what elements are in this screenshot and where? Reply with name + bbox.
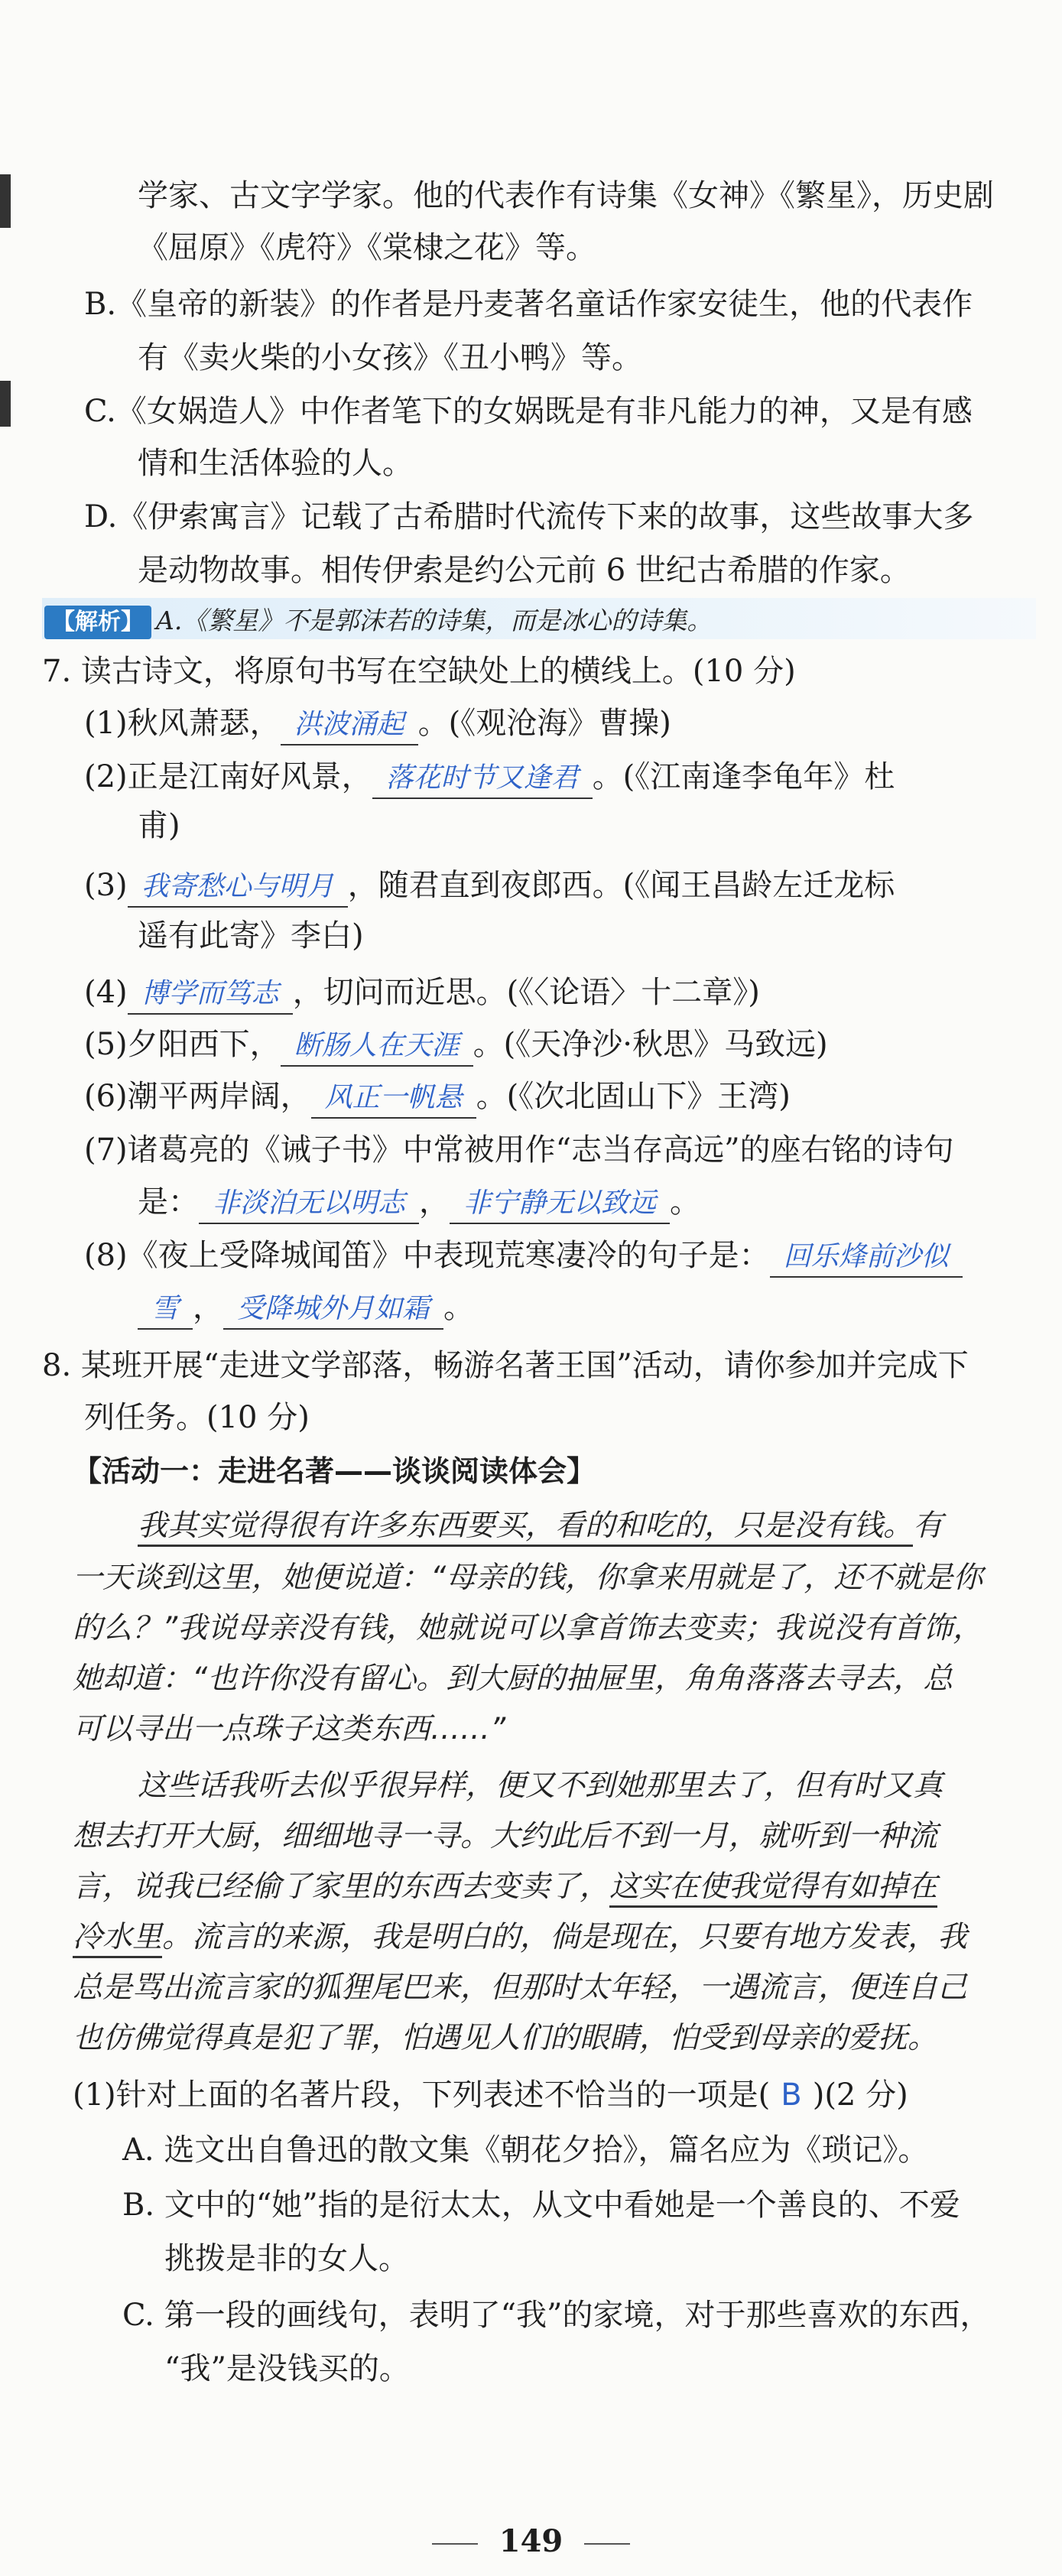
q7-item-2	[84, 755, 895, 799]
q7-item-3-cont: 遥有此寄》李白)	[138, 918, 364, 953]
q7-item-3	[84, 864, 895, 908]
q6-line: 学家、古文字学家。他的代表作有诗集《女神》《繁星》，历史剧	[138, 178, 994, 213]
passage-line	[73, 1866, 937, 1908]
binding-mark	[0, 174, 11, 228]
q7-text: 。	[670, 1184, 701, 1220]
q7-item-8	[84, 1234, 963, 1278]
q8-stem: 8. 某班开展“走进文学部落，畅游名著王国”活动，请你参加并完成下	[42, 1348, 969, 1383]
passage-line: 总是骂出流言家的狐狸尾巴来，但那时太年轻，一遇流言，便连自己	[73, 1970, 968, 2005]
q7-text: (1)秋风萧瑟，	[84, 706, 281, 741]
activity-heading: 【活动一：走进名著——谈谈阅读体会】	[73, 1454, 596, 1488]
passage-text: 。流言的来源，我是明白的，倘是现在，只要有地方发表，我	[162, 1920, 968, 1954]
q7-item-6	[84, 1075, 791, 1119]
analysis-tag: 【解析】	[44, 606, 151, 639]
handwritten-answer: 洪波涌起	[294, 709, 404, 740]
passage-line: 这些话我听去似乎很异样，便又不到她那里去了，但有时又真	[138, 1769, 943, 1803]
q7-item-2-cont: 甫)	[138, 808, 180, 843]
q6-line: 《屈原》《虎符》《棠棣之花》等。	[138, 230, 596, 265]
q7-text: 。(《天净沙·秋思》马致远)	[473, 1027, 828, 1062]
handwritten-answer: 非宁静无以致远	[463, 1187, 657, 1219]
page-number	[0, 2523, 1062, 2559]
q7-text: (3)	[84, 868, 128, 903]
handwritten-answer: 雪	[151, 1293, 180, 1324]
handwritten-choice[interactable]: B	[781, 2077, 802, 2113]
q7-text: ，随君直到夜郎西。(《闻王昌龄左迁龙标	[347, 868, 895, 903]
answer-blank[interactable]	[138, 1288, 193, 1330]
answer-blank[interactable]	[372, 758, 593, 799]
q8-option-b: 挑拨是非的女人。	[164, 2241, 409, 2276]
passage-line: 的么？”我说母亲没有钱，她就说可以拿首饰去变卖；我说没有首饰，	[73, 1611, 983, 1645]
q7-text: (4)	[84, 975, 128, 1010]
passage-line	[73, 1916, 967, 1959]
handwritten-answer: 落花时节又逢君	[385, 762, 579, 794]
answer-blank[interactable]	[770, 1236, 963, 1278]
q8-text: (1)针对上面的名著片段，下列表述不恰当的一项是(	[73, 2077, 771, 2113]
q7-item-8-cont	[138, 1286, 474, 1330]
q7-text: (2)正是江南好风景，	[84, 759, 372, 794]
passage-text: 有	[913, 1509, 943, 1543]
analysis	[44, 598, 712, 642]
answer-blank[interactable]	[281, 704, 418, 746]
answer-blank[interactable]	[311, 1077, 476, 1119]
binding-mark	[0, 381, 11, 427]
passage-line: 可以寻出一点珠子这类东西……”	[73, 1712, 506, 1746]
q8-option-a: A. 选文出自鲁迅的散文集《朝花夕拾》，篇名应为《琐记》。	[122, 2133, 929, 2168]
handwritten-answer: 非淡泊无以明志	[213, 1187, 406, 1219]
q7-text: ，切问而近思。(《〈论语〉十二章》)	[292, 975, 760, 1010]
q6-option-b: 有《卖火柴的小女孩》《丑小鸭》等。	[138, 340, 642, 375]
q8-text: )(2 分)	[812, 2077, 908, 2113]
q6-option-c: 情和生活体验的人。	[138, 446, 413, 481]
q7-item-7: (7)诸葛亮的《诫子书》中常被用作“志当存高远”的座右铭的诗句	[84, 1132, 954, 1168]
q7-item-7-cont	[138, 1181, 700, 1224]
q7-text: 。(《次北固山下》王湾)	[476, 1079, 791, 1114]
handwritten-answer: 我寄愁心与明月	[141, 871, 334, 902]
q7-text: (5)夕阳西下，	[84, 1027, 281, 1062]
underlined-sentence: 这实在使我觉得有如掉在	[609, 1869, 937, 1908]
q8-option-c: C. 第一段的画线句，表明了“我”的家境，对于那些喜欢的东西，	[122, 2298, 991, 2333]
q7-item-1	[84, 702, 671, 746]
q7-text: ，	[193, 1290, 224, 1325]
passage-line: 她却道：“也许你没有留心。到大厨的抽屉里，角角落落去寻去，总	[73, 1662, 953, 1696]
handwritten-answer: 博学而笃志	[141, 978, 279, 1009]
q7-text: 。(《江南逢李龟年》杜	[592, 759, 895, 794]
q6-option-d: D.《伊索寓言》记载了古希腊时代流传下来的故事，这些故事大多	[84, 499, 974, 534]
handwritten-answer: 风正一帆悬	[324, 1082, 463, 1113]
analysis-text: A.《繁星》不是郭沫若的诗集，而是冰心的诗集。	[156, 606, 713, 635]
q7-stem: 7. 读古诗文，将原句书写在空缺处上的横线上。(10 分)	[42, 654, 796, 689]
q7-text: ，	[419, 1184, 450, 1220]
passage-line: 一天谈到这里，她便说道：“母亲的钱，你拿来用就是了，还不就是你	[73, 1561, 983, 1595]
underlined-sentence: 冷水里	[73, 1920, 162, 1958]
q8-sub1	[73, 2074, 908, 2116]
q6-option-b: B.《皇帝的新装》的作者是丹麦著名童话作家安徒生，他的代表作	[84, 287, 973, 322]
passage-text: 言，说我已经偷了家里的东西去变卖了，	[73, 1869, 610, 1904]
handwritten-answer: 回乐烽前沙似	[783, 1241, 949, 1272]
handwritten-answer: 受降城外月如霜	[237, 1293, 430, 1324]
answer-blank[interactable]	[128, 866, 348, 908]
answer-blank[interactable]	[128, 973, 293, 1015]
q8-stem: 列任务。(10 分)	[84, 1400, 310, 1435]
answer-blank[interactable]	[281, 1025, 473, 1067]
q7-text: (6)潮平两岸阔，	[84, 1079, 311, 1114]
q6-option-d: 是动物故事。相传伊索是约公元前 6 世纪古希腊的作家。	[138, 553, 911, 588]
answer-blank[interactable]	[450, 1183, 670, 1224]
q6-option-c: C.《女娲造人》中作者笔下的女娲既是有非凡能力的神，又是有感	[84, 394, 973, 429]
q8-option-c: “我”是没钱买的。	[164, 2351, 410, 2386]
q8-option-b: B. 文中的“她”指的是衍太太，从文中看她是一个善良的、不爱	[122, 2188, 960, 2223]
q7-text: 是：	[138, 1184, 199, 1220]
passage-line: 想去打开大厨，细细地寻一寻。大约此后不到一月，就听到一种流	[73, 1819, 938, 1853]
q7-text: 。(《观沧海》曹操)	[417, 706, 671, 741]
page-number-dash	[584, 2543, 630, 2545]
passage-line: 也仿佛觉得真是犯了罪，怕遇见人们的眼睛，怕受到母亲的爱抚。	[73, 2021, 938, 2055]
handwritten-answer: 断肠人在天涯	[294, 1030, 460, 1061]
page-number-dash	[432, 2543, 478, 2545]
q7-text: 。	[443, 1290, 475, 1325]
q7-item-4	[84, 971, 760, 1015]
answer-blank[interactable]	[223, 1288, 443, 1330]
q7-text: (8)《夜上受降城闻笛》中表现荒寒凄冷的句子是：	[84, 1238, 770, 1273]
passage-line	[138, 1505, 943, 1548]
underlined-sentence: 我其实觉得很有许多东西要买，看的和吃的，只是没有钱。	[138, 1509, 913, 1547]
q7-item-5	[84, 1023, 828, 1067]
page-number-text: 149	[499, 2523, 563, 2559]
answer-blank[interactable]	[199, 1183, 419, 1224]
